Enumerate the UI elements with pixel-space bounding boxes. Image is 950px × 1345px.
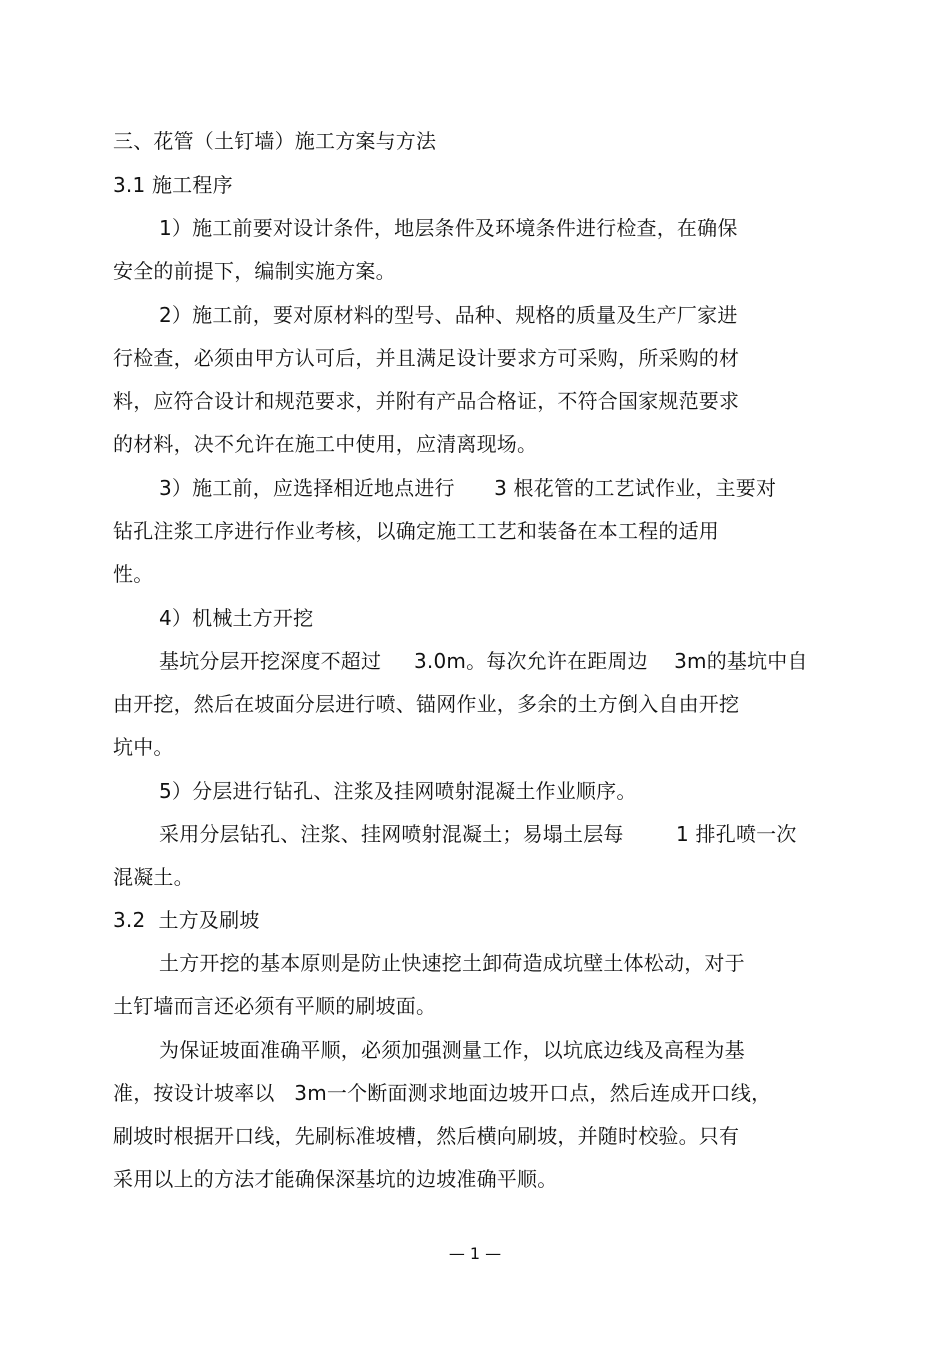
paragraph-line: 采用以上的方法才能确保深基坑的边坡准确平顺。 [113,1167,558,1191]
section-title: 三、花管（土钉墙）施工方案与方法 [113,129,437,153]
paragraph-line: 为保证坡面准确平顺，必须加强测量工作，以坑底边线及高程为基 [159,1038,745,1062]
paragraph-line: 基坑分层开挖深度不超过 3.0m。每次允许在距周边 3m的基坑中自 [159,649,808,673]
paragraph-line: 行检查，必须由甲方认可后，并且满足设计要求方可采购，所采购的材 [113,346,740,370]
paragraph-line: 2）施工前，要对原材料的型号、品种、规格的质量及生产厂家进 [159,303,738,327]
heading-3-1: 3.1 施工程序 [113,173,233,197]
paragraph-line: 坑中。 [113,735,174,759]
paragraph-line: 刷坡时根据开口线，先刷标准坡槽，然后横向刷坡，并随时校验。只有 [113,1124,740,1148]
paragraph-line: 3）施工前，应选择相近地点进行 3 根花管的工艺试作业，主要对 [159,476,777,500]
paragraph-line: 料，应符合设计和规范要求，并附有产品合格证，不符合国家规范要求 [113,389,740,413]
paragraph-line: 土方开挖的基本原则是防止快速挖土卸荷造成坑壁土体松动，对于 [159,951,745,975]
paragraph-line: 混凝土。 [113,865,194,889]
subheading-5: 5）分层进行钻孔、注浆及挂网喷射混凝土作业顺序。 [159,779,637,803]
paragraph-line: 准，按设计坡率以 3m一个断面测求地面边坡开口点，然后连成开口线， [113,1081,772,1105]
heading-3-2: 3.2 土方及刷坡 [113,908,260,932]
paragraph-line: 钻孔注浆工序进行作业考核，以确定施工工艺和装备在本工程的适用 [113,519,719,543]
paragraph-line: 由开挖，然后在坡面分层进行喷、锚网作业，多余的土方倒入自由开挖 [113,692,740,716]
subheading-4: 4）机械土方开挖 [159,606,314,630]
paragraph-line: 性。 [113,562,154,586]
paragraph-line: 安全的前提下，编制实施方案。 [113,259,396,283]
paragraph-line: 1）施工前要对设计条件，地层条件及环境条件进行检查，在确保 [159,216,738,240]
paragraph-line: 土钉墙而言还必须有平顺的刷坡面。 [113,994,437,1018]
page-number: — 1 — [448,1244,502,1263]
paragraph-line: 采用分层钻孔、注浆、挂网喷射混凝土；易塌土层每 1 排孔喷一次 [159,822,797,846]
paragraph-line: 的材料，决不允许在施工中使用，应清离现场。 [113,432,538,456]
